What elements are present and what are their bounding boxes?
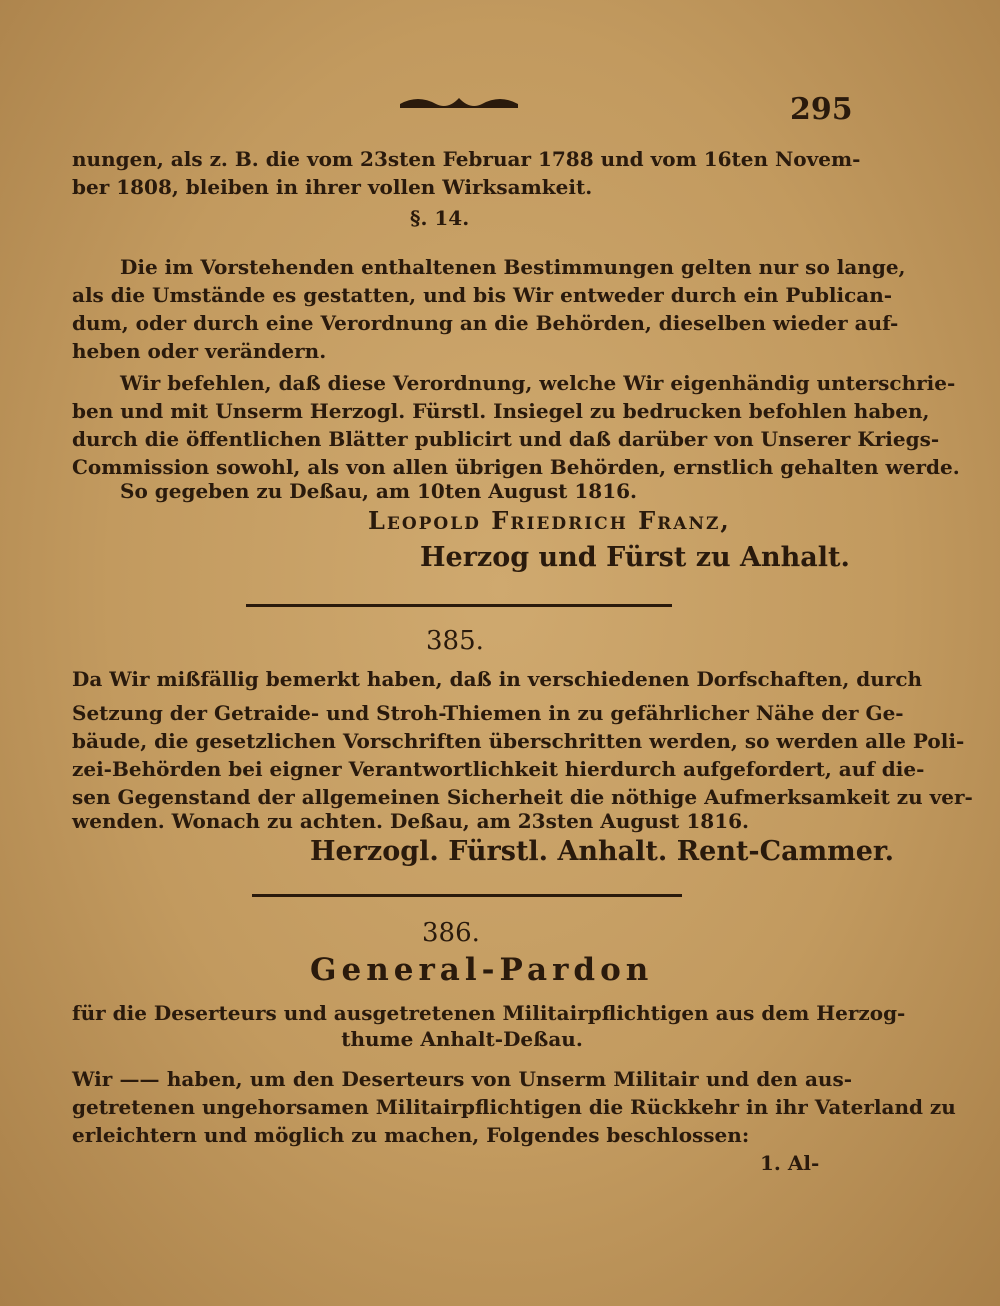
text-line: wenden. Wonach zu achten. Deßau, am 23sten August 1816. (72, 809, 749, 833)
text-line: ber 1808, bleiben in ihrer vollen Wirksamkeit. (72, 175, 593, 199)
divider-rule (252, 894, 682, 897)
catchword: 1. Al- (760, 1151, 820, 1175)
text-line: Wir befehlen, daß diese Verordnung, welche Wir eigenhändig unterschrie- (120, 371, 956, 395)
text-line: erleichtern und möglich zu machen, Folgendes beschlossen: (72, 1123, 750, 1147)
text-line: sen Gegenstand der allgemeinen Sicherheit die nöthige Aufmerksamkeit zu ver- (72, 785, 973, 809)
item-number: 385. (426, 626, 484, 656)
text-line: bäude, die gesetzlichen Vorschriften überschritten werden, so werden alle Poli- (72, 729, 965, 753)
ornament-icon (398, 90, 520, 112)
text-line: Commission sowohl, als von allen übrigen Behörden, ernstlich gehalten werde. (72, 455, 960, 479)
text-line: Die im Vorstehenden enthaltenen Bestimmungen gelten nur so lange, (120, 255, 906, 279)
text-line: getretenen ungehorsamen Militairpflichtigen die Rückkehr in ihr Vaterland zu (72, 1095, 956, 1119)
text-line: Da Wir mißfällig bemerkt haben, daß in verschiedenen Dorfschaften, durch (72, 667, 923, 691)
text-line: Setzung der Getraide- und Stroh-Thiemen in zu gefährlicher Nähe der Ge- (72, 701, 904, 725)
subtitle-line: thume Anhalt-Deßau. (341, 1027, 583, 1051)
text-line: zei-Behörden bei eigner Verantwortlichkeit hierdurch aufgefordert, auf die- (72, 757, 925, 781)
text-line: ben und mit Unserm Herzogl. Fürstl. Insiegel zu bedrucken befohlen haben, (72, 399, 930, 423)
item-number: 386. (422, 918, 480, 948)
page-number: 295 (790, 92, 853, 127)
subtitle-line: für die Deserteurs und ausgetretenen Militairpflichtigen aus dem Herzog- (72, 1001, 906, 1025)
text-line: als die Umstände es gestatten, und bis Wir entweder durch ein Publican- (72, 283, 893, 307)
issuing-authority: Herzogl. Fürstl. Anhalt. Rent-Cammer. (310, 836, 895, 867)
text-line: Wir —— haben, um den Deserteurs von Unserm Militair und den aus- (72, 1067, 852, 1091)
text-line: nungen, als z. B. die vom 23sten Februar 1788 und vom 16ten Novem- (72, 147, 861, 171)
section-mark: §. 14. (410, 206, 470, 230)
divider-rule (246, 604, 672, 607)
signature-name: Leopold Friedrich Franz, (368, 506, 731, 535)
text-line: So gegeben zu Deßau, am 10ten August 1816. (120, 479, 637, 503)
text-line: dum, oder durch eine Verordnung an die Behörden, dieselben wieder auf- (72, 311, 899, 335)
text-line: heben oder verändern. (72, 339, 327, 363)
signature-title: Herzog und Fürst zu Anhalt. (420, 542, 850, 573)
document-title: General-Pardon (310, 952, 654, 988)
text-line: durch die öffentlichen Blätter publicirt und daß darüber von Unserer Kriegs- (72, 427, 940, 451)
